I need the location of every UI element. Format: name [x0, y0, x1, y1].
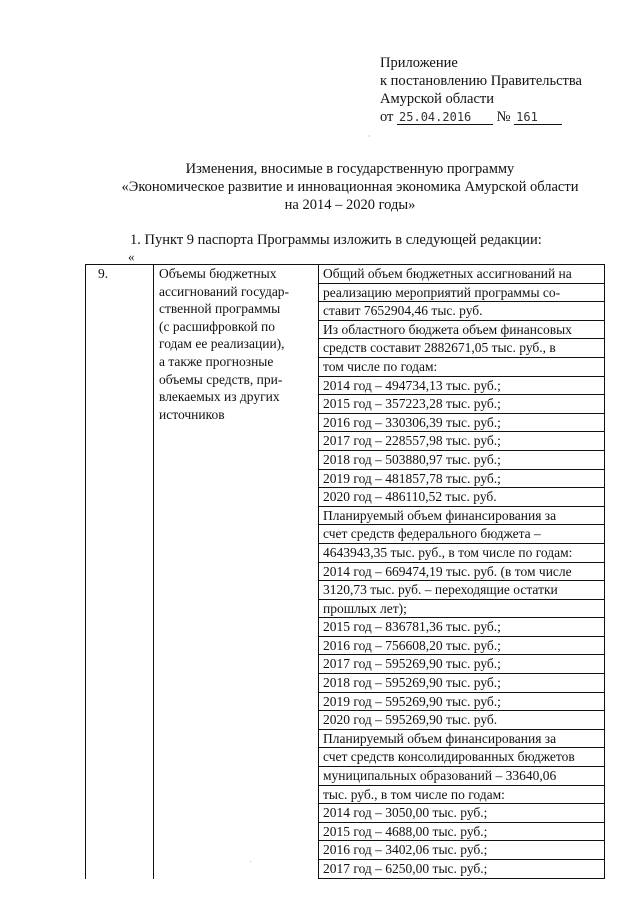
row-desc-lines: [319, 265, 604, 879]
decree-date: 25.04.2016: [397, 110, 493, 125]
desc-line: 2014 год – 3050,00 тыс. руб.;: [319, 804, 604, 823]
desc-line: тыс. руб., в том числе по годам:: [319, 786, 604, 805]
desc-line: Планируемый объем финансирования за: [319, 730, 604, 749]
open-quote: «: [128, 249, 135, 264]
heading-line-1: Изменения, вносимые в государственную программу: [185, 161, 515, 177]
desc-line: 2014 год – 494734,13 тыс. руб.;: [319, 377, 604, 396]
row-name-cell: [154, 265, 319, 879]
desc-line: ставит 7652904,46 тыс. руб.: [319, 302, 604, 321]
instruction-text: 1. Пункт 9 паспорта Программы изложить в следующей редакции:: [130, 232, 542, 248]
desc-line: счет средств федерального бюджета –: [319, 525, 604, 544]
appendix-block: [380, 54, 582, 126]
name-line: годам ее реализации),: [159, 336, 285, 352]
desc-line: счет средств консолидированных бюджетов: [319, 748, 604, 767]
desc-line: 3120,73 тыс. руб. – переходящие остатки: [319, 581, 604, 600]
desc-line: Планируемый объем финансирования за: [319, 507, 604, 526]
row-number-cell: [86, 265, 154, 879]
desc-line: 4643943,35 тыс. руб., в том числе по годам:: [319, 544, 604, 563]
desc-line: 2014 год – 669474,19 тыс. руб. (в том числе: [319, 563, 604, 582]
desc-line: 2017 год – 6250,00 тыс. руб.;: [319, 860, 604, 879]
name-line: ассигнований государ-: [159, 283, 290, 299]
scan-speck: ·: [368, 132, 371, 141]
scan-speck-bottom: .: [250, 858, 252, 864]
passport-table: [85, 264, 605, 879]
desc-line: 2015 год – 836781,36 тыс. руб.;: [319, 618, 604, 637]
desc-line: прошлых лет);: [319, 600, 604, 619]
desc-line: Из областного бюджета объем финансовых: [319, 321, 604, 340]
name-line: источников: [159, 406, 225, 422]
name-line: ственной программы: [159, 301, 281, 317]
row-name-lines: [158, 265, 318, 423]
desc-line: 2020 год – 595269,90 тыс. руб.: [319, 711, 604, 730]
decree-number: 161: [514, 110, 562, 125]
desc-line: 2015 год – 4688,00 тыс. руб.;: [319, 823, 604, 842]
desc-line: 2019 год – 481857,78 тыс. руб.;: [319, 470, 604, 489]
document-heading: [60, 160, 640, 214]
row-number: 9.: [98, 266, 109, 281]
row-desc-cell: [319, 265, 605, 879]
desc-line: 2018 год – 503880,97 тыс. руб.;: [319, 451, 604, 470]
desc-line: 2017 год – 228557,98 тыс. руб.;: [319, 432, 604, 451]
desc-line: 2018 год – 595269,90 тыс. руб.;: [319, 674, 604, 693]
table-row: [86, 265, 605, 879]
name-line: а также прогнозные: [159, 353, 274, 369]
appendix-title: Приложение: [380, 55, 458, 71]
desc-line: том числе по годам:: [319, 358, 604, 377]
heading-line-2: «Экономическое развитие и инновационная экономика Амурской области: [121, 179, 579, 195]
desc-line: Общий объем бюджетных ассигнований на: [319, 265, 604, 284]
appendix-region: Амурской области: [380, 91, 494, 107]
appendix-subtitle: к постановлению Правительства: [380, 73, 582, 89]
appendix-date-row: [380, 108, 582, 126]
name-line: Объемы бюджетных: [159, 266, 277, 281]
name-line: влекаемых из других: [159, 389, 280, 405]
desc-line: средств составит 2882671,05 тыс. руб., в: [319, 339, 604, 358]
desc-line: 2016 год – 330306,39 тыс. руб.;: [319, 414, 604, 433]
date-prefix: от: [380, 109, 394, 125]
desc-line: 2019 год – 595269,90 тыс. руб.;: [319, 693, 604, 712]
desc-line: 2017 год – 595269,90 тыс. руб.;: [319, 655, 604, 674]
desc-line: 2020 год – 486110,52 тыс. руб.: [319, 488, 604, 507]
desc-line: 2016 год – 3402,06 тыс. руб.;: [319, 841, 604, 860]
desc-line: 2015 год – 357223,28 тыс. руб.;: [319, 395, 604, 414]
number-prefix: №: [496, 109, 511, 125]
heading-line-3: на 2014 – 2020 годы»: [284, 197, 416, 213]
desc-line: муниципальных образований – 33640,06: [319, 767, 604, 786]
name-line: (с расшифровкой по: [159, 318, 276, 334]
name-line: объемы средств, при-: [159, 371, 283, 387]
desc-line: реализацию мероприятий программы со-: [319, 284, 604, 303]
desc-line: 2016 год – 756608,20 тыс. руб.;: [319, 637, 604, 656]
